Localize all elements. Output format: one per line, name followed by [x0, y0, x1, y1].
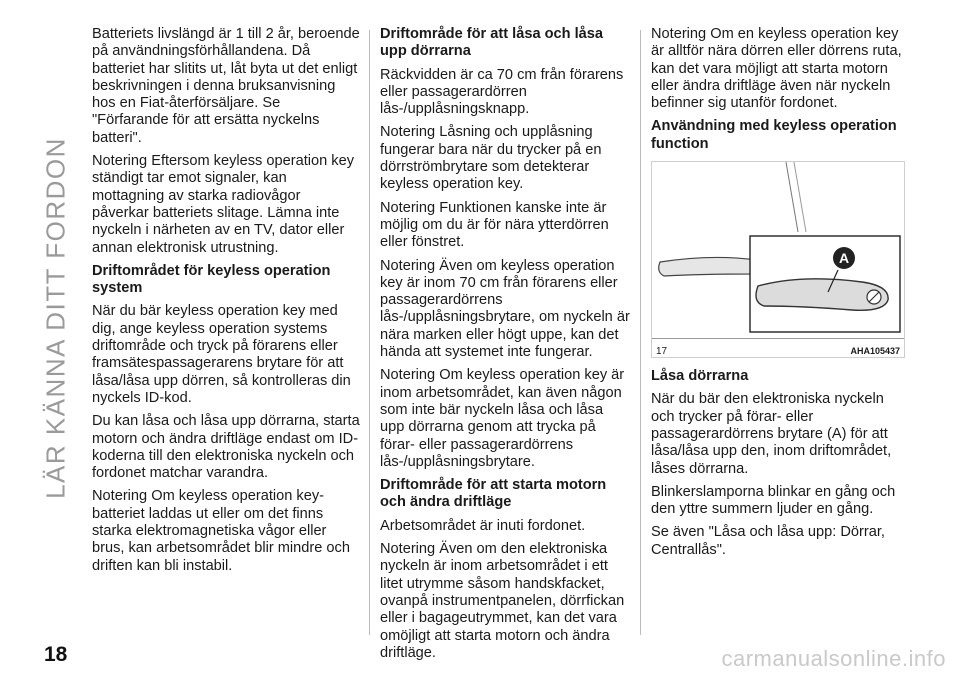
- column-divider: [640, 30, 641, 635]
- heading: Användning med keyless operation function: [651, 118, 897, 152]
- door-handle-figure: [651, 161, 905, 358]
- column-divider: [369, 30, 370, 635]
- heading: Låsa dörrarna: [651, 368, 749, 385]
- paragraph: Arbetsområdet är inuti fordonet.: [380, 517, 586, 534]
- heading: Driftområdet för keyless operation system: [92, 262, 331, 297]
- paragraph: Notering Även om den elektroniska nyckeln är inom arbetsområdet i ett litet utrymme såsom handskfacket, ovanpå instrumentpanelen, dörrfickan eller i bagageutrymmet, kan det vara omöjligt att starta motorn och ändra driftläge.: [380, 541, 625, 661]
- paragraph: Notering Om en keyless operation key är alltför nära dörren eller dörrens ruta, kan det vara möjligt att starta motorn eller ändra driftläge även när nyckeln befinner sig utanför fordonet.: [651, 26, 902, 112]
- figure-number: 17: [656, 346, 668, 358]
- column-3: [651, 26, 903, 565]
- column-1: [92, 26, 360, 581]
- paragraph: När du bär keyless operation key med dig, ange keyless operation systems driftområde och tryck på förarens eller framsätespassagerarens brytare för att låsa/låsa upp dörren, så kontrolleras din nyckels ID-kod.: [92, 303, 351, 406]
- heading: Driftområde för att starta motorn och ändra driftläge: [380, 477, 607, 511]
- source-watermark: carmanualsonline.info: [721, 646, 946, 671]
- page-number: 18: [44, 643, 68, 666]
- column-2: [380, 26, 630, 668]
- callout-label: A: [838, 250, 850, 267]
- section-title: LÄR KÄNNA DITT FORDON: [40, 137, 71, 499]
- paragraph: Notering Funktionen kanske inte är möjlig om du är för nära ytterdörren eller fönstret.: [380, 199, 609, 251]
- figure-code: AHA105437: [850, 346, 900, 357]
- paragraph: Notering Låsning och upplåsning fungerar bara när du trycker på en dörrströmbrytare som detekterar keyless operation key.: [380, 124, 602, 193]
- paragraph: Du kan låsa och låsa upp dörrarna, starta motorn och ändra driftläge endast om ID-koderna till den elektroniska nyckeln och fordonet matchar varandra.: [92, 413, 360, 482]
- paragraph: När du bär den elektroniska nyckeln och trycker på förar- eller passagerardörrens brytare (A) för att låsa/låsa upp den, inom driftområdet, låses dörrarna.: [651, 391, 892, 477]
- paragraph: Notering Om keyless operation key-batteriet laddas ut eller om det finns starka elektromagnetiska vågor eller brus, kan arbetsområdet blir mindre och driften kan bli instabil.: [92, 488, 350, 574]
- heading: Driftområde för att låsa och låsa upp dörrarna: [380, 26, 604, 60]
- paragraph: Batteriets livslängd är 1 till 2 år, beroende på användningsförhållandena. Då batteriet har slitits ut, låt byta ut det enligt beskrivningen i denna bruksanvisning hos en Fiat-återförsäljare. Se "Förfarande för att ersätta nyckelns batteri".: [92, 26, 360, 146]
- paragraph: Notering Även om keyless operation key är inom 70 cm från förarens eller passagerardörrens lås-/upplåsningsbrytare, om nyckeln är nära marken eller högt uppe, kan det hända att systemet inte fungerar.: [380, 257, 630, 361]
- paragraph: Notering Eftersom keyless operation key ständigt tar emot signaler, kan mottagning av starka radiovågor påverkar batteriets slitage. Lämna inte nyckeln i närheten av en TV, dator eller annan elektronisk utrustning.: [92, 153, 354, 256]
- paragraph: Se även "Låsa och låsa upp: Dörrar, Centrallås".: [651, 524, 885, 558]
- figure-caption: [652, 338, 904, 357]
- paragraph: Räckvidden är ca 70 cm från förarens eller passagerardörren lås-/upplåsningsknapp.: [380, 66, 624, 118]
- paragraph: Notering Om keyless operation key är inom arbetsområdet, kan även någon som inte bär nyckeln låsa och låsa upp dörrarna genom att trycka på förar- eller passagerardörrens lås-/upplåsningsbrytare.: [380, 367, 625, 470]
- paragraph: Blinkerslamporna blinkar en gång och den yttre summern ljuder en gång.: [651, 483, 896, 518]
- door-handle-illustration: [652, 162, 904, 338]
